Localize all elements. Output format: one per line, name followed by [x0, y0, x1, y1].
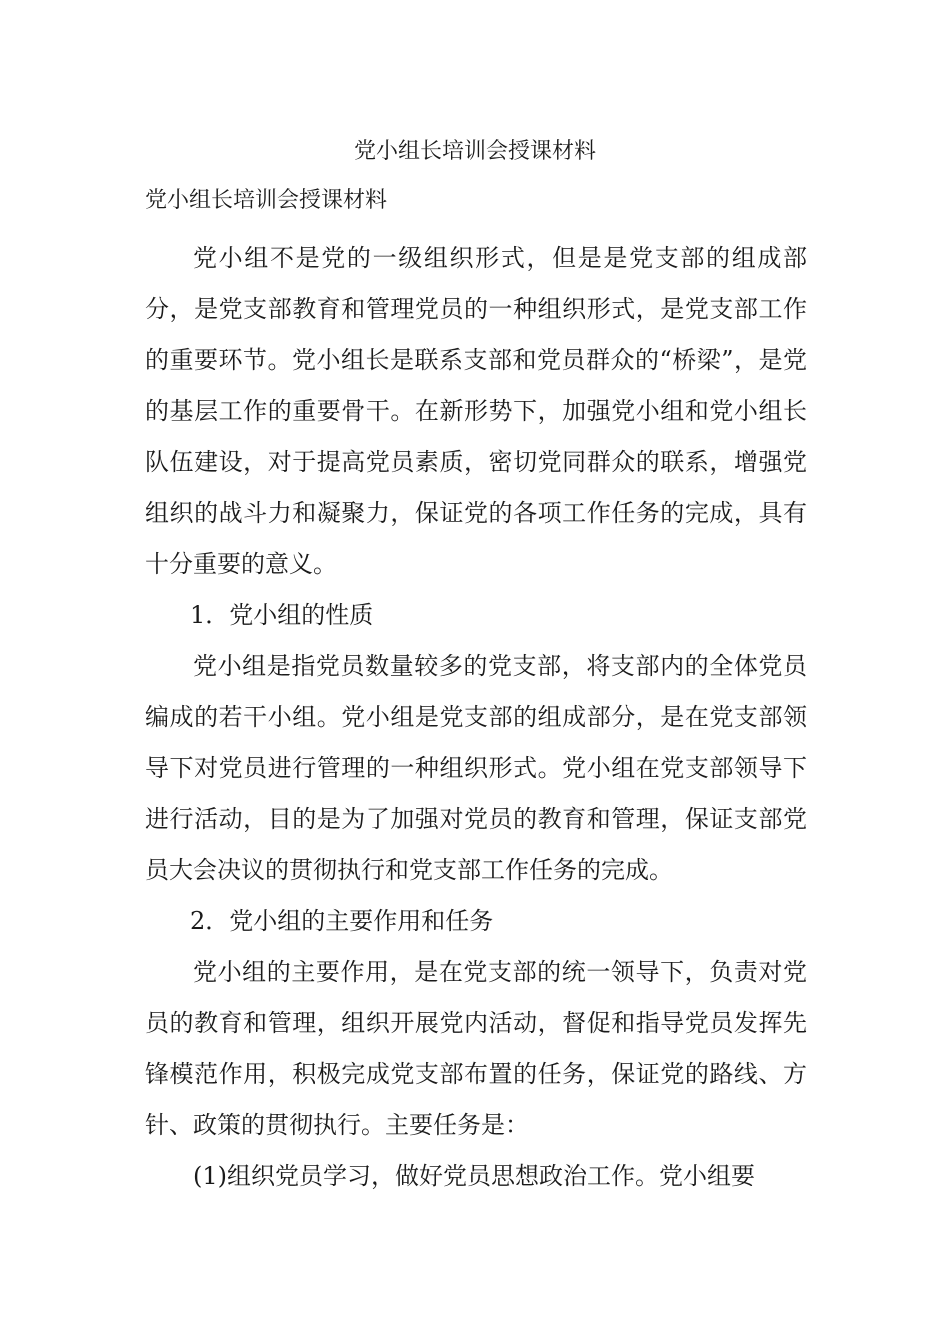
section-heading-role-tasks: 2．党小组的主要作用和任务 [190, 907, 494, 935]
document-subtitle: 党小组长培训会授课材料 [145, 188, 388, 213]
paragraph-role-tasks: 党小组的主要作用，是在党支部的统一领导下，负责对党员的教育和管理，组织开展党内活动，督促和指导党员发挥先锋模范作用，积极完成党支部布置的任务，保证党的路线、方针、政策的贯彻执行。主要任务是： [145, 958, 807, 1139]
paragraph-task-1: (1)组织党员学习，做好党员思想政治工作。党小组要 [193, 1162, 755, 1190]
document-title: 党小组长培训会授课材料 [353, 139, 596, 164]
paragraph-nature: 党小组是指党员数量较多的党支部，将支部内的全体党员编成的若干小组。党小组是党支部的组成部分，是在党支部领导下对党员进行管理的一种组织形式。党小组在党支部领导下进行活动，目的是为了加强对党员的教育和管理，保证支部党员大会决议的贯彻执行和党支部工作任务的完成。 [145, 652, 807, 884]
paragraph-intro: 党小组不是党的一级组织形式，但是是党支部的组成部分，是党支部教育和管理党员的一种组织形式，是党支部工作的重要环节。党小组长是联系支部和党员群众的“桥梁”，是党的基层工作的重要骨干。在新形势下，加强党小组和党小组长队伍建设，对于提高党员素质，密切党同群众的联系，增强党组织的战斗力和凝聚力，保证党的各项工作任务的完成，具有十分重要的意义。 [145, 244, 807, 578]
document-body [145, 233, 807, 1202]
section-heading-nature: 1．党小组的性质 [190, 601, 374, 629]
